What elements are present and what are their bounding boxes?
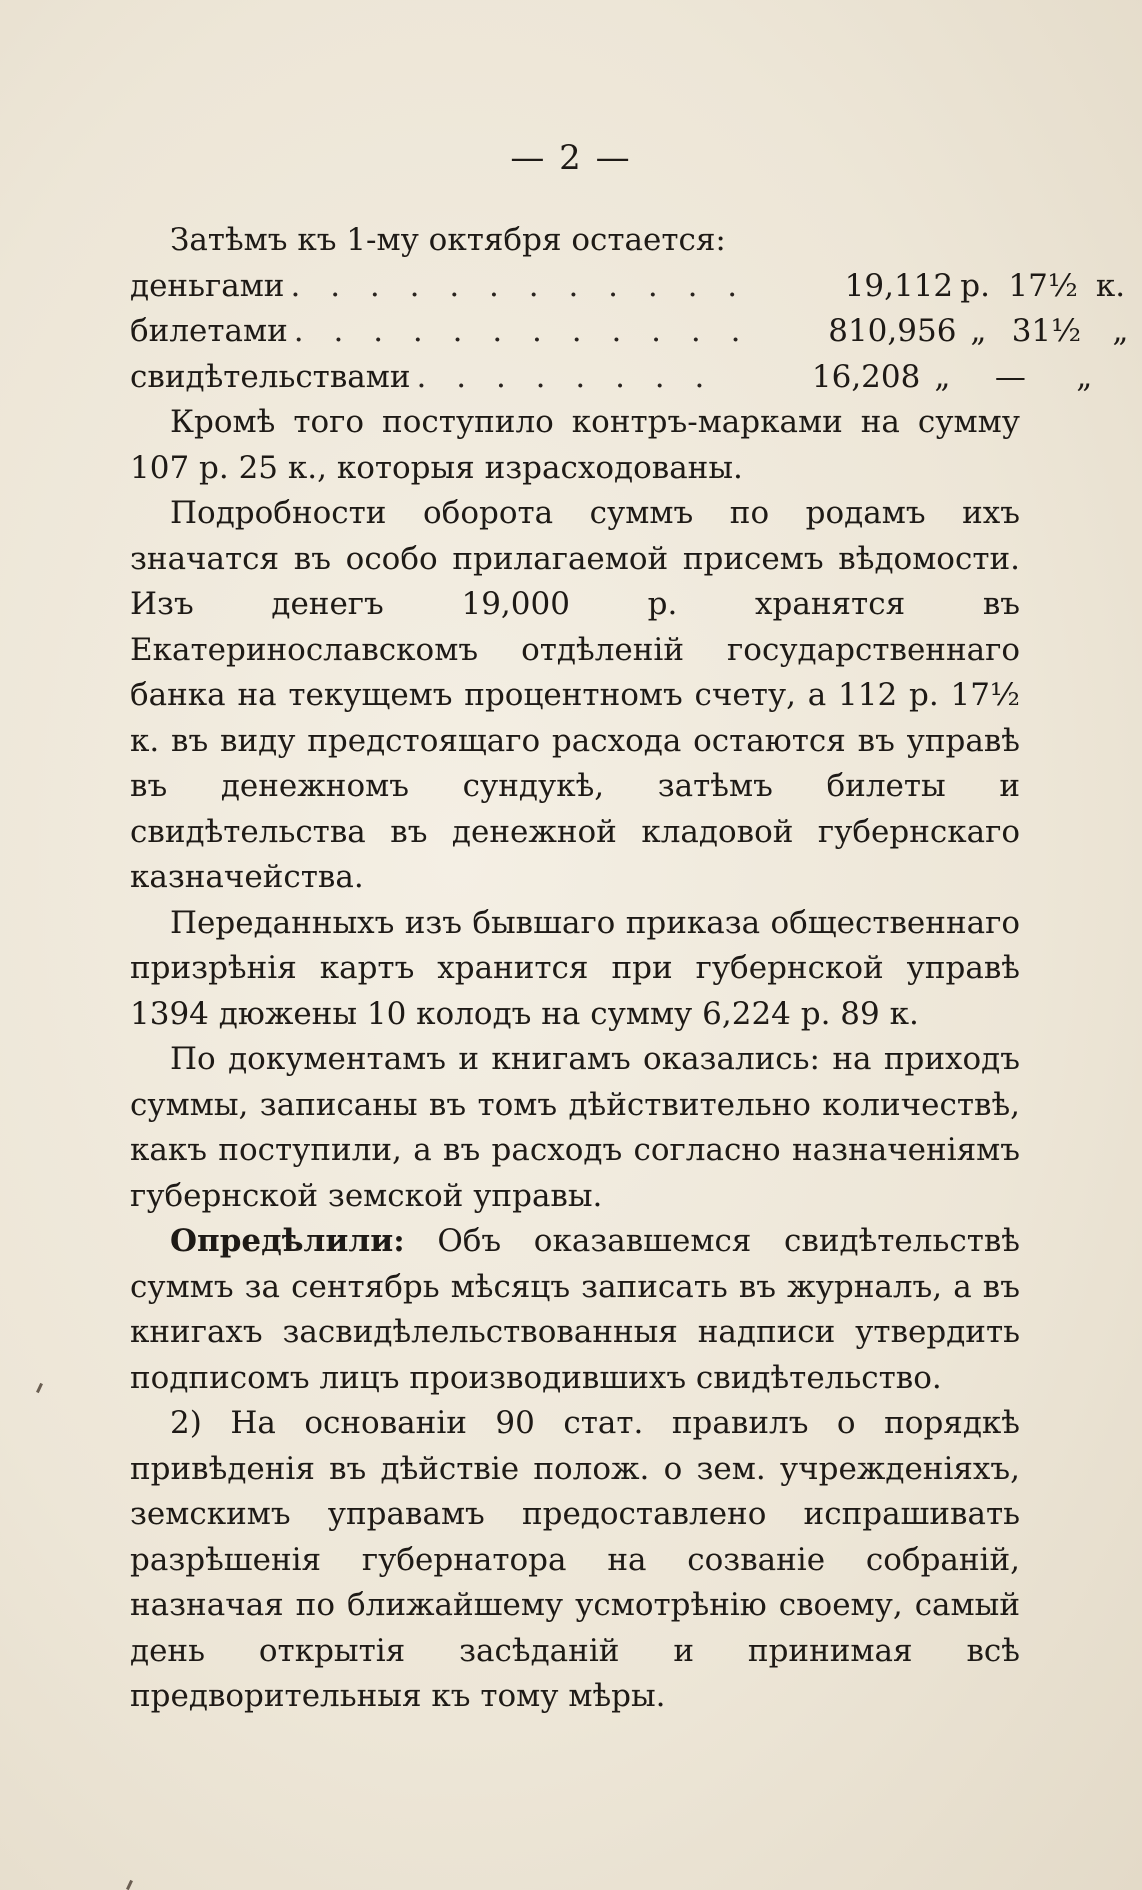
ledger-amount: 19,112 [844, 267, 954, 304]
ledger-unit: р. [960, 267, 990, 304]
resolution-text: Объ оказавшемся свидѣтельствѣ суммъ за сентябрь мѣсяцъ записать въ журналъ, а въ книгахъ засвидѣлельствованныя надписи утвердить подписомъ лицъ производившихъ свидѣтельство. [130, 1223, 1020, 1396]
margin-mark [126, 1880, 133, 1890]
ledger-label: деньгами [130, 267, 285, 304]
ledger-kopecks: 17½ [1008, 267, 1078, 304]
ledger-kopecks: — [994, 358, 1026, 395]
ledger-leader-dots: . . . . . . . . . . . . [293, 313, 751, 349]
paragraph: Кромѣ того поступило контръ-марками на сумму 107 р. 25 к., которыя израсходованы. [130, 404, 1020, 486]
paragraph: Переданныхъ изъ бывшаго приказа общественнаго призрѣнія картъ хранится при губернской управѣ 1394 дюжены 10 колодъ на сумму 6,224 р. 89 к. [130, 904, 1020, 1032]
ledger-row-money [130, 264, 1126, 310]
ledger-unit: „ [970, 313, 987, 349]
page-number: — 2 — [510, 138, 632, 178]
ledger-leader-dots: . . . . . . . . [416, 358, 715, 395]
ledger-unit-kopecks: к. [1095, 267, 1126, 304]
ledger-leader-dots: . . . . . . . . . . . . [290, 267, 748, 304]
final-paragraph: 2) На основанiи 90 стат. правилъ о порядкѣ привѣденія въ дѣйствiе полож. о зем. учрежденiяхъ, земскимъ управамъ предоставлено испрашивать разрѣшенія губернатора на созванiе собранiй, назначая по ближайшему усмотрѣнiю своему, самый день открытiя засѣданiй и принимая всѣ предворительныя къ тому мѣры. [130, 1405, 1020, 1714]
intro-line: Затѣмъ къ 1-му октября остается: [170, 222, 726, 258]
ledger-unit: „ [934, 358, 951, 395]
ledger-kopecks: 31½ [1011, 313, 1082, 349]
ledger-amount: 810,956 [828, 313, 957, 349]
ledger-unit-kopecks: „ [1076, 358, 1093, 395]
resolution-paragraph [130, 1219, 1020, 1401]
ledger-label: билетами [130, 313, 288, 349]
ledger-row-tickets [130, 309, 1129, 355]
ledger-unit-kopecks: „ [1112, 313, 1129, 349]
resolution-lead: Опредѣлили: [170, 1223, 405, 1259]
body-text [130, 218, 1129, 1720]
ledger-amount: 16,208 [811, 358, 921, 395]
ledger-label: свидѣтельствами [130, 358, 411, 395]
margin-mark [36, 1383, 43, 1393]
ledger-row-certificates [130, 355, 1093, 401]
paragraph: По документамъ и книгамъ оказались: на приходъ суммы, записаны въ томъ дѣйствительно количествѣ, какъ поступили, а въ расходъ согласно назначенiямъ губернской земской управы. [130, 1041, 1020, 1214]
balance-ledger [130, 264, 1129, 401]
paragraph: Подробности оборота суммъ по родамъ ихъ значатся въ особо прилагаемой присемъ вѣдомости. Изъ денегъ 19,000 р. хранятся въ Екатеринославскомъ отдѣленiй государственнаго банка на текущемъ процентномъ счету, а 112 р. 17½ к. въ виду предстоящаго расхода остаются въ управѣ въ денежномъ сундукѣ, затѣмъ билеты и свидѣтельства въ денежной кладовой губернскаго казначейства. [130, 495, 1020, 895]
